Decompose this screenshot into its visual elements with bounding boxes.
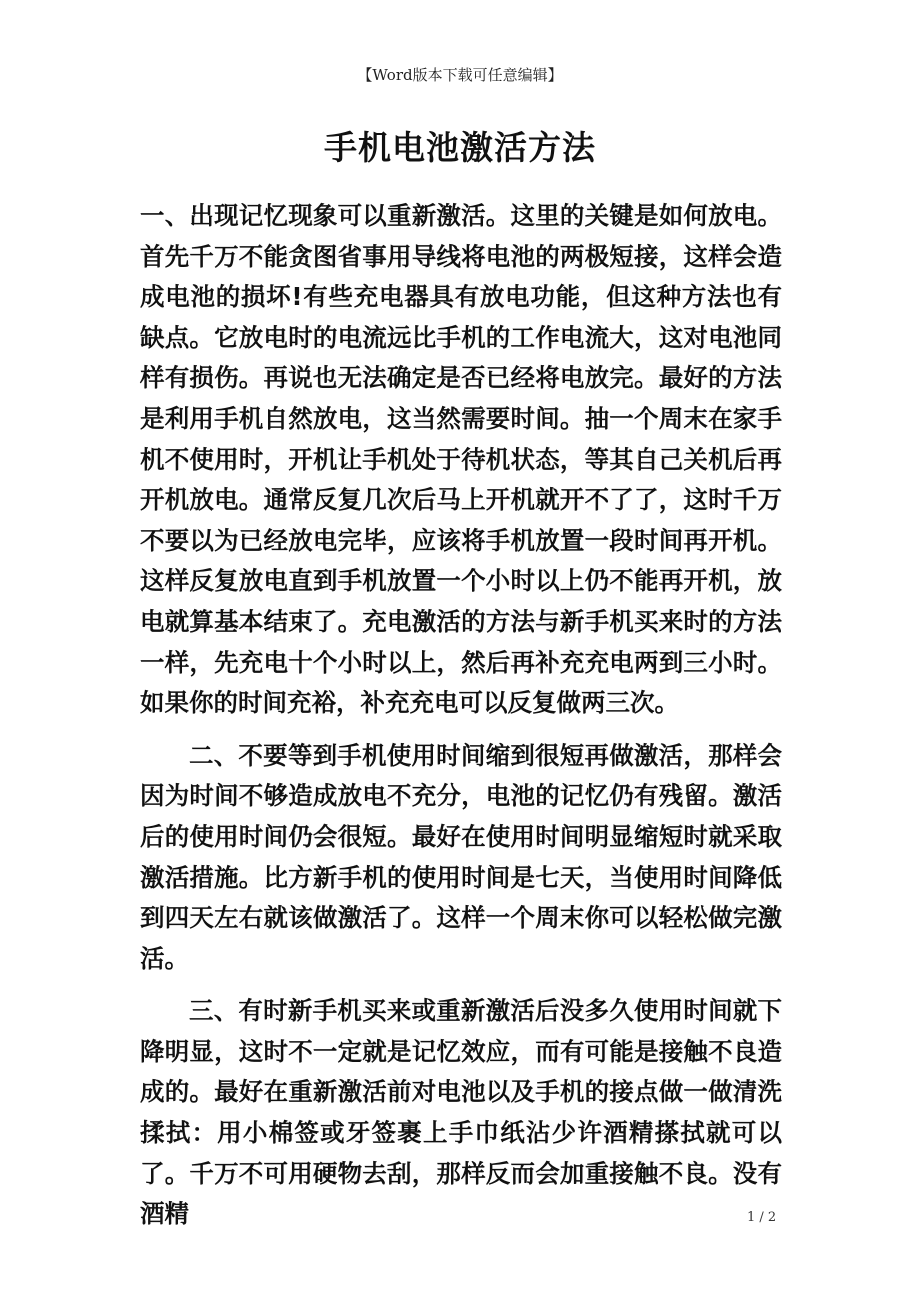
- paragraph-2: 二、不要等到手机使用时间缩到很短再做激活，那样会因为时间不够造成放电不充分，电池的记忆仍有残留。激活后的使用时间仍会很短。最好在使用时间明显缩短时就采取激活措施。比方新手机的使用时间是七天，当使用时间降低到四天左右就该做激活了。这样一个周末你可以轻松做完激活。: [140, 740, 782, 973]
- page-number: 1 / 2: [747, 1210, 777, 1225]
- page-title: 手机电池激活方法: [324, 128, 596, 167]
- paragraph-3: 三、有时新手机买来或重新激活后没多久使用时间就下降明显，这时不一定就是记忆效应，而有可能是接触不良造成的。最好在重新激活前对电池以及手机的接点做一做清洗揉拭：用小棉签或牙签裹上手巾纸沾少许酒精搽拭就可以了。千万不可用硬物去刮，那样反而会加重接触不良。没有酒精: [140, 996, 782, 1229]
- paragraph-1: 一、出现记忆现象可以重新激活。这里的关键是如何放电。首先千万不能贪图省事用导线将电池的两极短接，这样会造成电池的损坏!有些充电器具有放电功能，但这种方法也有缺点。它放电时的电流远比手机的工作电流大，这对电池同样有损伤。再说也无法确定是否已经将电放完。最好的方法是利用手机自然放电，这当然需要时间。抽一个周末在家手机不使用时，开机让手机处于待机状态，等其自己关机后再开机放电。通常反复几次后马上开机就开不了了，这时千万不要以为已经放电完毕，应该将手机放置一段时间再开机。这样反复放电直到手机放置一个小时以上仍不能再开机，放电就算基本结束了。充电激活的方法与新手机买来时的方法一样，先充电十个小时以上，然后再补充充电两到三小时。如果你的时间充裕，补充充电可以反复做两三次。: [140, 201, 782, 718]
- header-note: 【Word版本下载可任意编辑】: [357, 66, 563, 84]
- document-body: [140, 196, 782, 1235]
